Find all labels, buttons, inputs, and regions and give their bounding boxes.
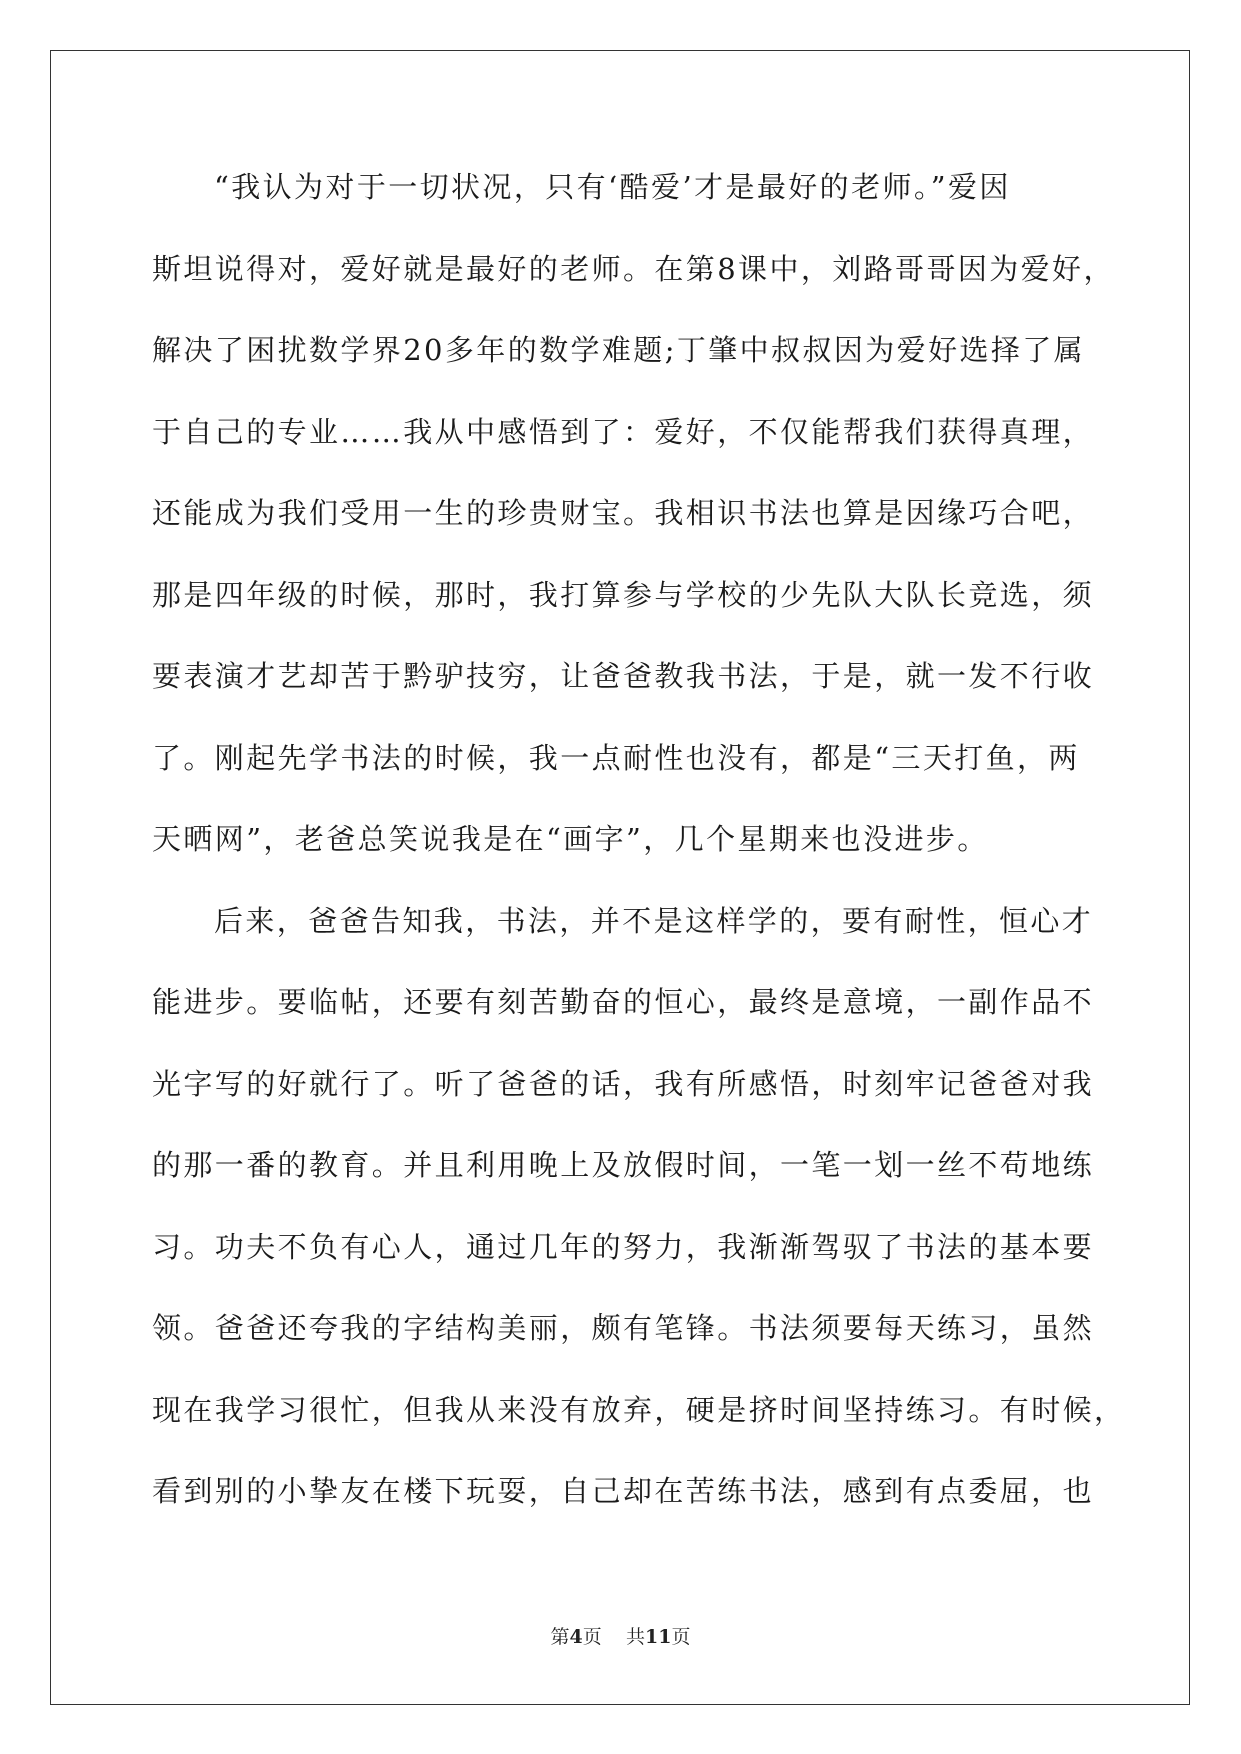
text-line: 于自己的专业……我从中感悟到了：爱好，不仅能帮我们获得真理， [152, 414, 1095, 449]
total-suffix: 页 [671, 1626, 691, 1648]
text-line: “我认为对于一切状况，只有‘酷爱’才是最好的老师。”爱因 [214, 170, 1011, 204]
text-line: 能进步。要临帖，还要有刻苦勤奋的恒心，最终是意境，一副作品不 [152, 985, 1095, 1019]
text-line: 领。爸爸还夸我的字结构美丽，颇有笔锋。书法须要每天练习，虽然 [152, 1311, 1095, 1345]
text-line: 后来，爸爸告知我，书法，并不是这样学的，要有耐性，恒心才 [214, 903, 1094, 938]
page-total: 11 [644, 1626, 672, 1648]
page-current: 4 [569, 1626, 583, 1648]
text-line: 还能成为我们受用一生的珍贵财宝。我相识书法也算是因缘巧合吧， [152, 496, 1095, 530]
text-line: 解决了困扰数学界20多年的数学难题;丁肇中叔叔因为爱好选择了属 [152, 333, 1086, 367]
page-footer [0, 1622, 1241, 1649]
text-line: 看到别的小挚友在楼下玩耍，自己却在苦练书法，感到有点委屈，也 [152, 1474, 1095, 1508]
text-line: 光字写的好就行了。听了爸爸的话，我有所感悟，时刻牢记爸爸对我 [152, 1066, 1095, 1101]
page-suffix: 页 [582, 1626, 602, 1648]
text-line: 天晒网”，老爸总笑说我是在“画字”，几个星期来也没进步。 [152, 822, 989, 856]
text-line: 斯坦说得对，爱好就是最好的老师。在第8课中，刘路哥哥因为爱好， [152, 251, 1115, 286]
total-prefix: 共 [625, 1626, 645, 1648]
document-body [152, 162, 1126, 1548]
text-line: 的那一番的教育。并且利用晚上及放假时间，一笔一划一丝不苟地练 [152, 1148, 1095, 1182]
text-line: 那是四年级的时候，那时，我打算参与学校的少先队大队长竞选，须 [152, 577, 1095, 612]
text-line: 要表演才艺却苦于黔驴技穷，让爸爸教我书法，于是，就一发不行收 [152, 659, 1095, 693]
page-prefix: 第 [550, 1626, 570, 1648]
text-line: 了。刚起先学书法的时候，我一点耐性也没有，都是“三天打鱼，两 [152, 740, 1080, 775]
text-line: 现在我学习很忙，但我从来没有放弃，硬是挤时间坚持练习。有时候， [152, 1392, 1126, 1427]
text-line: 习。功夫不负有心人，通过几年的努力，我渐渐驾驭了书法的基本要 [152, 1229, 1095, 1264]
